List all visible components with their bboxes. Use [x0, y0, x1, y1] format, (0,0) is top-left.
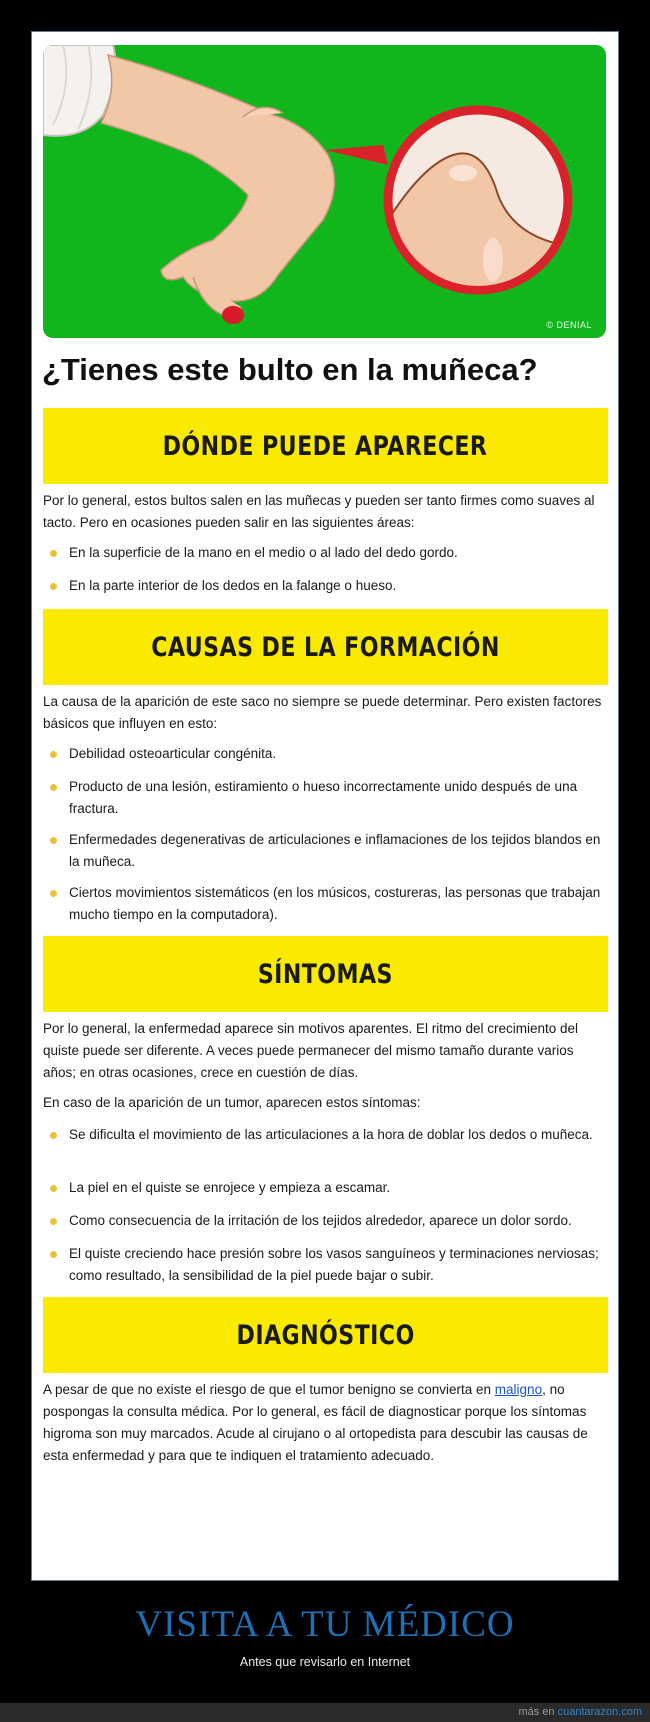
bullet-dot-icon	[50, 784, 57, 791]
section-heading-causes	[43, 609, 608, 685]
list-item: En la parte interior de los dedos en la falange o hueso.	[43, 575, 608, 597]
footer-subtitle: Antes que revisarlo en Internet	[239, 1655, 411, 1669]
bullet-dot-icon	[50, 890, 57, 897]
bullet-dot-icon	[50, 1218, 57, 1225]
section-intro: Por lo general, la enfermedad aparece sin motivos aparentes. El ritmo del crecimiento del quiste puede ser diferente. A veces puede permanecer del mismo tamaño durante varios años; en otras ocasiones, crece en cuestión de días.	[43, 1021, 579, 1080]
section-heading-label: DIAGNÓSTICO	[236, 1319, 415, 1351]
list-item: Ciertos movimientos sistemáticos (en los músicos, costureras, las personas que trabajan mucho tiempo en la computadora).	[43, 882, 608, 926]
section-intro: La causa de la aparición de este saco no siempre se puede determinar. Pero existen factores básicos que influyen en esto:	[43, 694, 602, 731]
source-bar	[0, 1703, 650, 1722]
hero-illustration	[43, 45, 606, 338]
bullet-dot-icon	[50, 1251, 57, 1258]
article-title: ¿Tienes este bulto en la muñeca?	[42, 352, 538, 387]
section-heading-where	[43, 408, 608, 484]
maligno-link[interactable]: maligno	[494, 1382, 543, 1397]
wrist-lump-illustration	[43, 45, 606, 338]
section-heading-symptoms	[43, 936, 608, 1012]
bullet-dot-icon	[50, 550, 57, 557]
meme-panel	[32, 32, 618, 1580]
diagnosis-paragraph: A pesar de que no existe el riesgo de que el tumor benigno se convierta en maligno, no pospongas la consulta médica. Por lo general, es fácil de diagnosticar porque los síntomas higroma son muy marcados. Acude al cirujano o al ortopedista para descubir las causas de esta enfermedad y para que te indiquen el tratamiento adecuado.	[43, 1382, 588, 1463]
bullet-dot-icon	[50, 1185, 57, 1192]
bullet-dot-icon	[50, 583, 57, 590]
section-heading-diagnosis	[43, 1297, 608, 1373]
section-heading-label: DÓNDE PUEDE APARECER	[163, 430, 488, 462]
list-item: En la superficie de la mano en el medio o al lado del dedo gordo.	[43, 542, 608, 564]
footer-title: VISITA A TU MÉDICO	[135, 1604, 515, 1645]
section-intro: Por lo general, estos bultos salen en las muñecas y pueden ser tanto firmes como suaves al tacto. Pero en ocasiones pueden salir en las siguientes áreas:	[43, 493, 595, 530]
list-item: El quiste creciendo hace presión sobre los vasos sanguíneos y terminaciones nerviosas; como resultado, la sensibilidad de la piel puede bajar o subir.	[43, 1243, 608, 1287]
list-item: La piel en el quiste se enrojece y empieza a escamar.	[43, 1177, 608, 1199]
image-credit: © DENIAL	[546, 320, 592, 330]
bullet-dot-icon	[50, 1132, 57, 1139]
list-item: Enfermedades degenerativas de articulaciones e inflamaciones de los tejidos blandos en la muñeca.	[43, 829, 608, 873]
source-site-link[interactable]: cuantarazon.com	[557, 1706, 642, 1718]
bullet-dot-icon	[50, 837, 57, 844]
section-heading-label: SÍNTOMAS	[257, 958, 394, 990]
list-item: Producto de una lesión, estiramiento o hueso incorrectamente unido después de una fractura.	[43, 776, 608, 820]
source-text: más en cuantarazon.com	[518, 1706, 642, 1718]
list-item: Como consecuencia de la irritación de los tejidos alrededor, aparece un dolor sordo.	[43, 1210, 608, 1232]
bullet-dot-icon	[50, 751, 57, 758]
section-heading-label: CAUSAS DE LA FORMACIÓN	[151, 631, 500, 663]
section-intro-secondary: En caso de la aparición de un tumor, aparecen estos síntomas:	[43, 1095, 421, 1110]
list-item: Se dificulta el movimiento de las articulaciones a la hora de doblar los dedos o muñeca.	[43, 1124, 608, 1146]
list-item: Debilidad osteoarticular congénita.	[43, 743, 608, 765]
